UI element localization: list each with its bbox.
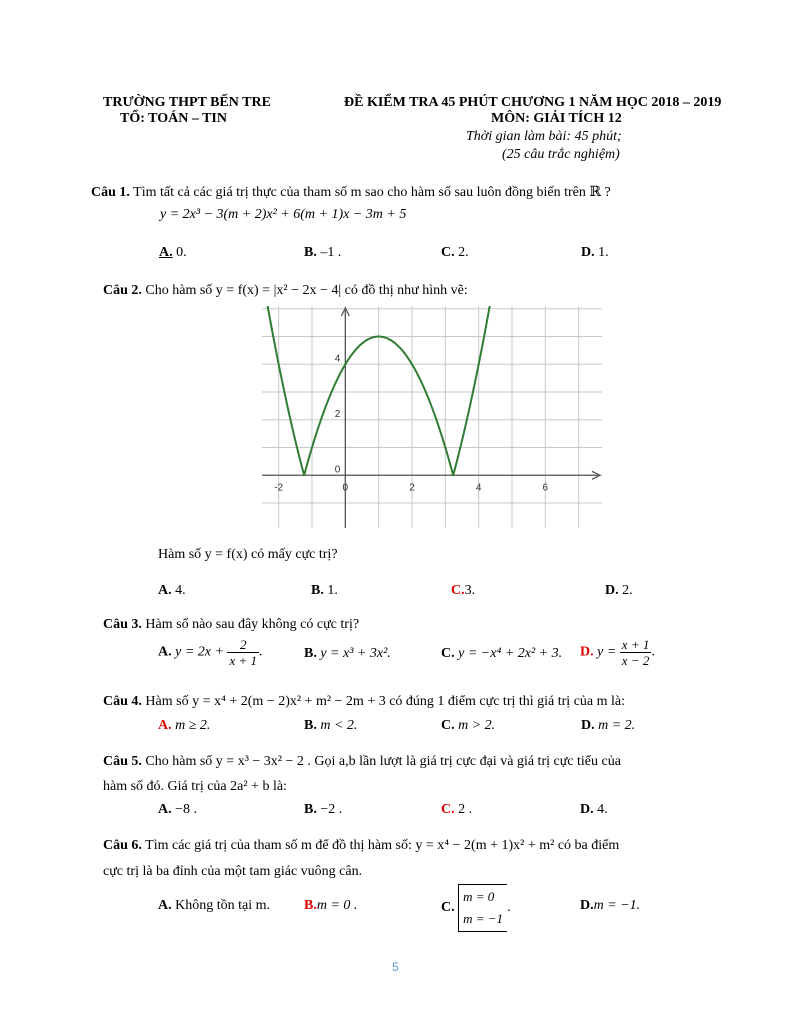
x-tick-label: -2 <box>274 482 284 494</box>
question-2-text: Cho hàm số y = f(x) = |x² − 2x − 4| có đồ thị như hình vẽ: <box>145 283 468 298</box>
q1-option-b[interactable]: B. –1 . <box>304 245 342 260</box>
graph-tick-labels <box>274 353 548 493</box>
q4-option-a[interactable]: A. m ≥ 2. <box>158 718 211 733</box>
question-6-text-2: cực trị là ba đỉnh của một tam giác vuông cân. <box>103 864 363 879</box>
q3-option-c[interactable]: C. y = −x⁴ + 2x² + 3. <box>441 646 563 661</box>
q4-option-b[interactable]: B. m < 2. <box>304 718 358 733</box>
q6-option-a[interactable]: A. Không tồn tại m. <box>158 898 271 913</box>
question-2-prompt: Hàm số y = f(x) có mấy cực trị? <box>158 547 338 562</box>
department: TỔ: TOÁN – TIN <box>120 111 227 126</box>
y-tick-label: 0 <box>334 464 341 476</box>
question-4-text: Hàm số y = x⁴ + 2(m − 2)x² + m² − 2m + 3 có đúng 1 điểm cực trị thì giá trị của m là: <box>145 694 626 709</box>
subject: MÔN: GIẢI TÍCH 12 <box>491 111 622 126</box>
question-3-label: Câu 3. <box>103 617 142 632</box>
exam-title: ĐỀ KIỂM TRA 45 PHÚT CHƯƠNG 1 NĂM HỌC 2018 – 2019 <box>344 95 722 110</box>
q6-option-d[interactable]: D.m = −1. <box>580 898 641 913</box>
page-number: 5 <box>392 960 399 974</box>
q6-option-c[interactable]: C. m = 0 m = −1 . <box>441 884 511 932</box>
question-1-formula: y = 2x³ − 3(m + 2)x² + 6(m + 1)x − 3m + 5 <box>160 207 407 222</box>
q4-option-d[interactable]: D. m = 2. <box>581 718 636 733</box>
question-3-text: Hàm số nào sau đây không có cực trị? <box>145 617 360 632</box>
q1-option-a[interactable]: A. 0. <box>159 245 187 260</box>
q5-option-b[interactable]: B. −2 . <box>304 802 343 817</box>
question-5-text-1: Cho hàm số y = x³ − 3x² − 2 . Gọi a,b lần lượt là giá trị cực đại và giá trị cực tiểu của <box>145 754 621 769</box>
q5-option-c[interactable]: C. 2 . <box>441 802 473 817</box>
question-1 <box>91 184 611 201</box>
q2-option-b[interactable]: B. 1. <box>311 583 338 598</box>
function-graph <box>262 306 602 528</box>
question-4 <box>103 694 625 710</box>
question-2-label: Câu 2. <box>103 283 142 298</box>
q3-option-b[interactable]: B. y = x³ + 3x². <box>304 646 391 661</box>
question-5 <box>103 754 621 770</box>
question-6 <box>103 838 619 854</box>
q3-option-d[interactable]: D. y = $\frac{x + 1}{x - 2}$ . <box>580 637 655 668</box>
x-tick-label: 2 <box>409 482 415 494</box>
q1-option-c[interactable]: C. 2. <box>441 245 469 260</box>
question-3 <box>103 617 359 633</box>
q2-option-d[interactable]: D. 2. <box>605 583 633 598</box>
school-name: TRƯỜNG THPT BẾN TRE <box>103 95 271 110</box>
question-1-text: Tìm tất cả các giá trị thực của tham số m sao cho hàm số sau luôn đồng biến trên ℝ ? <box>133 185 611 200</box>
graph-axes <box>262 308 600 528</box>
question-1-label: Câu 1. <box>91 185 130 200</box>
x-tick-label: 4 <box>475 482 482 494</box>
question-count: (25 câu trắc nghiệm) <box>502 147 620 162</box>
graph-grid <box>262 306 602 528</box>
y-tick-label: 2 <box>334 408 341 420</box>
q5-option-a[interactable]: A. −8 . <box>158 802 198 817</box>
exam-time: Thời gian làm bài: 45 phút; <box>466 129 622 144</box>
question-5-text-2: hàm số đó. Giá trị của 2a² + b là: <box>103 779 287 794</box>
q3-option-a[interactable]: A. y = 2x + $\frac{2}{x + 1}$ . <box>158 637 263 668</box>
x-tick-label: 6 <box>542 482 549 494</box>
question-4-label: Câu 4. <box>103 694 142 709</box>
question-6-text-1: Tìm các giá trị của tham số m để đồ thị hàm số: y = x⁴ − 2(m + 1)x² + m² có ba điểm <box>145 838 620 853</box>
question-6-label: Câu 6. <box>103 838 142 853</box>
q5-option-d[interactable]: D. 4. <box>580 802 608 817</box>
q1-option-d[interactable]: D. 1. <box>581 245 609 260</box>
q2-option-c[interactable]: C.3. <box>451 583 476 598</box>
q4-option-c[interactable]: C. m > 2. <box>441 718 496 733</box>
x-tick-label: 0 <box>342 482 349 494</box>
q2-option-a[interactable]: A. 4. <box>158 583 186 598</box>
y-tick-label: 4 <box>334 353 341 365</box>
q6-option-b[interactable]: B.m = 0 . <box>304 898 358 913</box>
question-5-label: Câu 5. <box>103 754 142 769</box>
question-2 <box>103 283 468 299</box>
